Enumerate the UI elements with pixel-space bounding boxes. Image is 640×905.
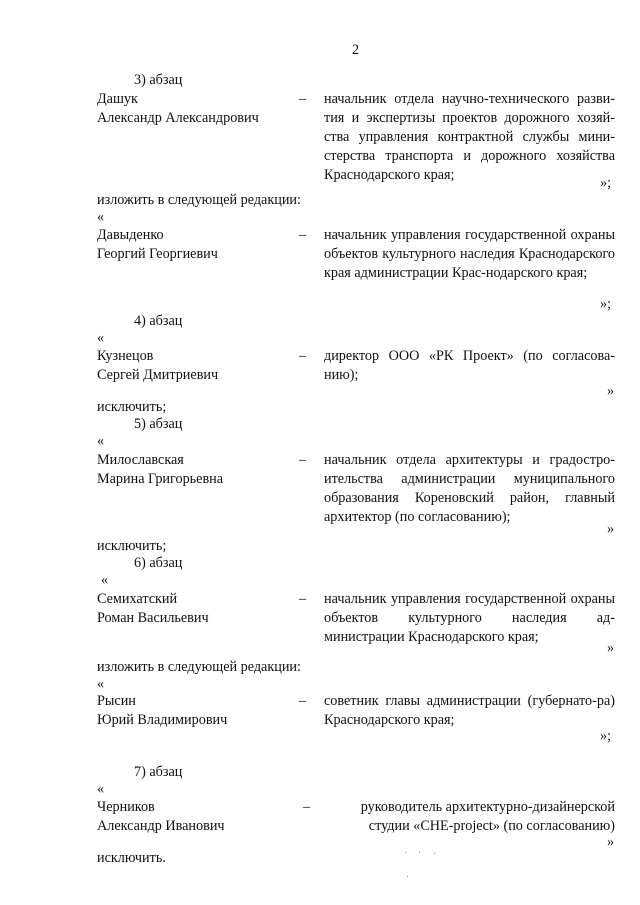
opening-quote: « — [97, 209, 105, 225]
paragraph-heading-7: 7) абзац — [134, 764, 183, 780]
opening-quote: « — [97, 330, 105, 346]
member-surname: Черников — [97, 799, 155, 815]
dash: – — [299, 693, 307, 709]
opening-quote: « — [97, 433, 105, 449]
scan-speck — [419, 852, 420, 853]
closing-quote: » — [607, 834, 615, 850]
member-position: начальник отдела архитектуры и градостро-ительства администрации муниципального образования Кореновский район, главный архитектор (по согласованию); — [324, 452, 615, 525]
member-surname: Семихатский — [97, 591, 178, 607]
instruction-text: исключить; — [97, 399, 167, 415]
member-position: начальник управления государственной охраны объектов культурного наследия Краснодарского края администрации Крас-нодарского края; — [324, 227, 615, 281]
page-number: 2 — [352, 42, 360, 58]
member-given-names: Юрий Владимирович — [97, 712, 228, 728]
opening-quote: « — [97, 781, 105, 797]
dash: – — [303, 799, 311, 815]
opening-quote: « — [97, 676, 105, 692]
member-surname: Кузнецов — [97, 348, 154, 364]
instruction-text: исключить; — [97, 538, 167, 554]
member-position: советник главы администрации (губернато-ра) Краснодарского края; — [324, 693, 615, 728]
paragraph-heading-5: 5) абзац — [134, 416, 183, 432]
paragraph-heading-4: 4) абзац — [134, 313, 183, 329]
dash: – — [299, 348, 307, 364]
member-given-names: Александр Иванович — [97, 818, 225, 834]
instruction-text: изложить в следующей редакции: — [97, 192, 301, 208]
member-given-names: Георгий Георгиевич — [97, 246, 218, 262]
opening-quote: « — [101, 572, 109, 588]
instruction-text: изложить в следующей редакции: — [97, 659, 301, 675]
member-given-names: Сергей Дмитриевич — [97, 367, 219, 383]
member-name — [97, 798, 225, 836]
scan-speck — [434, 853, 435, 854]
dash: – — [299, 591, 307, 607]
member-position: директор ООО «РК Проект» (по согласова-нию); — [324, 348, 615, 383]
member-surname: Рысин — [97, 693, 136, 709]
member-given-names: Роман Васильевич — [97, 610, 209, 626]
dash: – — [299, 91, 307, 107]
closing-quote: » — [607, 640, 615, 656]
member-surname: Давыденко — [97, 227, 164, 243]
closing-quote: » — [607, 383, 615, 399]
member-position: начальник управления государственной охраны объектов культурного наследия ад-министрации Краснодарского края; — [324, 591, 615, 645]
closing-quote: »; — [600, 175, 612, 191]
dash: – — [299, 452, 307, 468]
member-surname: Милославская — [97, 452, 184, 468]
member-name — [97, 226, 218, 264]
member-name — [97, 451, 223, 489]
paragraph-heading-3: 3) абзац — [134, 72, 183, 88]
member-surname: Дашук — [97, 91, 138, 107]
closing-quote: » — [607, 521, 615, 537]
member-name — [97, 590, 209, 628]
paragraph-heading-6: 6) абзац — [134, 555, 183, 571]
closing-quote: »; — [600, 296, 612, 312]
member-name — [97, 692, 227, 730]
dash: – — [299, 227, 307, 243]
instruction-text: исключить. — [97, 850, 166, 866]
member-given-names: Александр Александрович — [97, 110, 259, 126]
scan-speck — [405, 852, 406, 853]
member-name — [97, 90, 259, 128]
member-position: руководитель архитектурно-дизайнерской студии «CHE-project» (по согласованию) — [360, 799, 615, 834]
member-position: начальник отдела научно-технического разви-тия и экспертизы проектов дорожного хозяй-ства управления контрактной службы мини-стерства транспорта и дорожного хозяйства Краснодарского края; — [324, 91, 615, 183]
member-given-names: Марина Григорьевна — [97, 471, 224, 487]
closing-quote: »; — [600, 728, 612, 744]
scan-speck — [407, 876, 408, 877]
member-name — [97, 347, 218, 385]
